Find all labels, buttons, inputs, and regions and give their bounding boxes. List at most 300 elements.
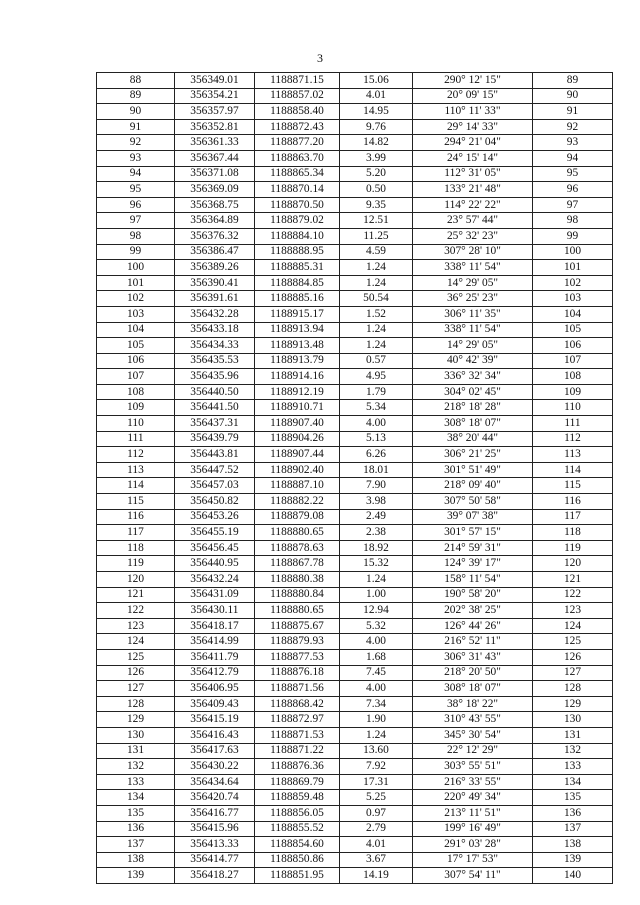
x-coordinate-cell: 356443.81 [175,447,255,463]
bearing-cell: 307° 28' 10" [413,244,533,260]
point-number-cell: 94 [97,166,175,182]
bearing-cell: 158° 11' 54" [413,572,533,588]
next-point-cell: 91 [533,104,613,120]
y-coordinate-cell: 1188867.78 [255,556,340,572]
next-point-cell: 130 [533,712,613,728]
distance-cell: 15.32 [340,556,413,572]
bearing-cell: 294° 21' 04" [413,135,533,151]
table-row [97,260,613,276]
point-number-cell: 109 [97,400,175,416]
distance-cell: 0.50 [340,182,413,198]
y-coordinate-cell: 1188871.22 [255,743,340,759]
table-row [97,743,613,759]
distance-cell: 6.26 [340,447,413,463]
next-point-cell: 134 [533,774,613,790]
point-number-cell: 131 [97,743,175,759]
y-coordinate-cell: 1188875.67 [255,618,340,634]
point-number-cell: 118 [97,540,175,556]
table-row [97,228,613,244]
table-row [97,525,613,541]
distance-cell: 4.00 [340,634,413,650]
bearing-cell: 218° 09' 40" [413,478,533,494]
y-coordinate-cell: 1188855.52 [255,821,340,837]
next-point-cell: 123 [533,603,613,619]
point-number-cell: 91 [97,119,175,135]
distance-cell: 14.19 [340,868,413,884]
point-number-cell: 106 [97,353,175,369]
y-coordinate-cell: 1188879.93 [255,634,340,650]
next-point-cell: 112 [533,431,613,447]
next-point-cell: 117 [533,509,613,525]
table-row [97,416,613,432]
bearing-cell: 216° 52' 11" [413,634,533,650]
point-number-cell: 104 [97,322,175,338]
y-coordinate-cell: 1188876.36 [255,759,340,775]
next-point-cell: 98 [533,213,613,229]
next-point-cell: 137 [533,821,613,837]
next-point-cell: 96 [533,182,613,198]
next-point-cell: 129 [533,696,613,712]
table-row [97,104,613,120]
next-point-cell: 133 [533,759,613,775]
bearing-cell: 301° 57' 15" [413,525,533,541]
table-row [97,478,613,494]
next-point-cell: 100 [533,244,613,260]
page-number: 3 [317,51,323,65]
x-coordinate-cell: 356433.18 [175,322,255,338]
next-point-cell: 140 [533,868,613,884]
point-number-cell: 108 [97,384,175,400]
x-coordinate-cell: 356357.97 [175,104,255,120]
table-row [97,135,613,151]
x-coordinate-cell: 356413.33 [175,837,255,853]
bearing-cell: 17° 17' 53" [413,852,533,868]
bearing-cell: 114° 22' 22" [413,197,533,213]
bearing-cell: 112° 31' 05" [413,166,533,182]
distance-cell: 4.95 [340,369,413,385]
distance-cell: 11.25 [340,228,413,244]
next-point-cell: 93 [533,135,613,151]
table-row [97,166,613,182]
distance-cell: 3.67 [340,852,413,868]
y-coordinate-cell: 1188872.43 [255,119,340,135]
table-row [97,244,613,260]
next-point-cell: 111 [533,416,613,432]
table-row [97,556,613,572]
bearing-cell: 301° 51' 49" [413,462,533,478]
bearing-cell: 214° 59' 31" [413,540,533,556]
distance-cell: 5.25 [340,790,413,806]
x-coordinate-cell: 356411.79 [175,649,255,665]
x-coordinate-cell: 356386.47 [175,244,255,260]
y-coordinate-cell: 1188865.34 [255,166,340,182]
x-coordinate-cell: 356432.28 [175,306,255,322]
x-coordinate-cell: 356456.45 [175,540,255,556]
y-coordinate-cell: 1188912.19 [255,384,340,400]
table-row [97,119,613,135]
point-number-cell: 126 [97,665,175,681]
bearing-cell: 307° 50' 58" [413,494,533,510]
x-coordinate-cell: 356434.33 [175,338,255,354]
bearing-cell: 22° 12' 29" [413,743,533,759]
distance-cell: 17.31 [340,774,413,790]
bearing-cell: 218° 20' 50" [413,665,533,681]
y-coordinate-cell: 1188914.16 [255,369,340,385]
bearing-cell: 220° 49' 34" [413,790,533,806]
x-coordinate-cell: 356416.77 [175,805,255,821]
y-coordinate-cell: 1188868.42 [255,696,340,712]
distance-cell: 0.97 [340,805,413,821]
distance-cell: 1.79 [340,384,413,400]
next-point-cell: 128 [533,681,613,697]
distance-cell: 4.01 [340,88,413,104]
distance-cell: 1.52 [340,306,413,322]
table-row [97,291,613,307]
x-coordinate-cell: 356432.24 [175,572,255,588]
bearing-cell: 133° 21' 48" [413,182,533,198]
y-coordinate-cell: 1188871.15 [255,73,340,89]
distance-cell: 9.35 [340,197,413,213]
table-row [97,649,613,665]
x-coordinate-cell: 356430.11 [175,603,255,619]
x-coordinate-cell: 356352.81 [175,119,255,135]
next-point-cell: 125 [533,634,613,650]
y-coordinate-cell: 1188858.40 [255,104,340,120]
bearing-cell: 345° 30' 54" [413,727,533,743]
bearing-cell: 38° 18' 22" [413,696,533,712]
y-coordinate-cell: 1188904.26 [255,431,340,447]
y-coordinate-cell: 1188902.40 [255,462,340,478]
x-coordinate-cell: 356417.63 [175,743,255,759]
y-coordinate-cell: 1188880.84 [255,587,340,603]
table-row [97,618,613,634]
next-point-cell: 107 [533,353,613,369]
bearing-cell: 23° 57' 44" [413,213,533,229]
x-coordinate-cell: 356416.43 [175,727,255,743]
distance-cell: 14.95 [340,104,413,120]
y-coordinate-cell: 1188851.95 [255,868,340,884]
bearing-cell: 36° 25' 23" [413,291,533,307]
bearing-cell: 110° 11' 33" [413,104,533,120]
next-point-cell: 122 [533,587,613,603]
distance-cell: 15.06 [340,73,413,89]
point-number-cell: 139 [97,868,175,884]
x-coordinate-cell: 356412.79 [175,665,255,681]
distance-cell: 1.00 [340,587,413,603]
x-coordinate-cell: 356435.96 [175,369,255,385]
table-row [97,852,613,868]
distance-cell: 4.00 [340,681,413,697]
x-coordinate-cell: 356435.53 [175,353,255,369]
table-row [97,634,613,650]
next-point-cell: 132 [533,743,613,759]
table-row [97,369,613,385]
x-coordinate-cell: 356367.44 [175,150,255,166]
point-number-cell: 90 [97,104,175,120]
x-coordinate-cell: 356440.50 [175,384,255,400]
table-row [97,681,613,697]
x-coordinate-cell: 356440.95 [175,556,255,572]
distance-cell: 3.99 [340,150,413,166]
point-number-cell: 124 [97,634,175,650]
x-coordinate-cell: 356414.77 [175,852,255,868]
y-coordinate-cell: 1188876.18 [255,665,340,681]
bearing-cell: 303° 55' 51" [413,759,533,775]
bearing-cell: 307° 54' 11" [413,868,533,884]
next-point-cell: 127 [533,665,613,681]
distance-cell: 4.01 [340,837,413,853]
next-point-cell: 97 [533,197,613,213]
y-coordinate-cell: 1188885.31 [255,260,340,276]
point-number-cell: 111 [97,431,175,447]
table-row [97,306,613,322]
point-number-cell: 130 [97,727,175,743]
distance-cell: 18.01 [340,462,413,478]
x-coordinate-cell: 356364.89 [175,213,255,229]
table-row [97,540,613,556]
point-number-cell: 100 [97,260,175,276]
next-point-cell: 92 [533,119,613,135]
bearing-cell: 216° 33' 55" [413,774,533,790]
table-row [97,182,613,198]
table-row [97,338,613,354]
distance-cell: 1.24 [340,572,413,588]
next-point-cell: 124 [533,618,613,634]
next-point-cell: 131 [533,727,613,743]
point-number-cell: 110 [97,416,175,432]
bearing-cell: 126° 44' 26" [413,618,533,634]
bearing-cell: 338° 11' 54" [413,322,533,338]
next-point-cell: 118 [533,525,613,541]
next-point-cell: 106 [533,338,613,354]
bearing-cell: 25° 32' 23" [413,228,533,244]
distance-cell: 7.90 [340,478,413,494]
bearing-cell: 306° 21' 25" [413,447,533,463]
distance-cell: 7.34 [340,696,413,712]
distance-cell: 5.32 [340,618,413,634]
bearing-cell: 124° 39' 17" [413,556,533,572]
distance-cell: 14.82 [340,135,413,151]
distance-cell: 5.34 [340,400,413,416]
next-point-cell: 101 [533,260,613,276]
distance-cell: 4.00 [340,416,413,432]
point-number-cell: 115 [97,494,175,510]
y-coordinate-cell: 1188882.22 [255,494,340,510]
x-coordinate-cell: 356437.31 [175,416,255,432]
x-coordinate-cell: 356457.03 [175,478,255,494]
table-row [97,494,613,510]
next-point-cell: 105 [533,322,613,338]
distance-cell: 0.57 [340,353,413,369]
table-row [97,73,613,89]
table-row [97,400,613,416]
x-coordinate-cell: 356415.19 [175,712,255,728]
distance-cell: 5.13 [340,431,413,447]
point-number-cell: 98 [97,228,175,244]
bearing-cell: 24° 15' 14" [413,150,533,166]
x-coordinate-cell: 356418.27 [175,868,255,884]
y-coordinate-cell: 1188913.94 [255,322,340,338]
bearing-cell: 306° 31' 43" [413,649,533,665]
point-number-cell: 136 [97,821,175,837]
y-coordinate-cell: 1188884.85 [255,275,340,291]
table-row [97,790,613,806]
next-point-cell: 109 [533,384,613,400]
y-coordinate-cell: 1188870.14 [255,182,340,198]
next-point-cell: 89 [533,73,613,89]
y-coordinate-cell: 1188850.86 [255,852,340,868]
next-point-cell: 110 [533,400,613,416]
x-coordinate-cell: 356369.09 [175,182,255,198]
distance-cell: 2.49 [340,509,413,525]
y-coordinate-cell: 1188913.48 [255,338,340,354]
table-row [97,712,613,728]
distance-cell: 2.79 [340,821,413,837]
bearing-cell: 38° 20' 44" [413,431,533,447]
distance-cell: 13.60 [340,743,413,759]
y-coordinate-cell: 1188885.16 [255,291,340,307]
point-number-cell: 105 [97,338,175,354]
point-number-cell: 112 [97,447,175,463]
y-coordinate-cell: 1188859.48 [255,790,340,806]
table-row [97,774,613,790]
point-number-cell: 125 [97,649,175,665]
y-coordinate-cell: 1188872.97 [255,712,340,728]
point-number-cell: 122 [97,603,175,619]
next-point-cell: 120 [533,556,613,572]
table-row [97,572,613,588]
distance-cell: 1.24 [340,322,413,338]
next-point-cell: 94 [533,150,613,166]
bearing-cell: 304° 02' 45" [413,384,533,400]
x-coordinate-cell: 356390.41 [175,275,255,291]
x-coordinate-cell: 356439.79 [175,431,255,447]
bearing-cell: 291° 03' 28" [413,837,533,853]
next-point-cell: 126 [533,649,613,665]
next-point-cell: 119 [533,540,613,556]
next-point-cell: 138 [533,837,613,853]
bearing-cell: 213° 11' 51" [413,805,533,821]
distance-cell: 7.92 [340,759,413,775]
point-number-cell: 127 [97,681,175,697]
x-coordinate-cell: 356361.33 [175,135,255,151]
distance-cell: 50.54 [340,291,413,307]
table-row [97,821,613,837]
y-coordinate-cell: 1188884.10 [255,228,340,244]
point-number-cell: 123 [97,618,175,634]
table-row [97,431,613,447]
point-number-cell: 114 [97,478,175,494]
table-row [97,197,613,213]
distance-cell: 12.94 [340,603,413,619]
point-number-cell: 121 [97,587,175,603]
table-row [97,384,613,400]
next-point-cell: 113 [533,447,613,463]
y-coordinate-cell: 1188888.95 [255,244,340,260]
y-coordinate-cell: 1188879.02 [255,213,340,229]
y-coordinate-cell: 1188907.44 [255,447,340,463]
distance-cell: 3.98 [340,494,413,510]
y-coordinate-cell: 1188880.65 [255,525,340,541]
point-number-cell: 96 [97,197,175,213]
point-number-cell: 132 [97,759,175,775]
point-number-cell: 93 [97,150,175,166]
y-coordinate-cell: 1188871.53 [255,727,340,743]
table-row [97,322,613,338]
point-number-cell: 137 [97,837,175,853]
y-coordinate-cell: 1188871.56 [255,681,340,697]
table-row [97,759,613,775]
distance-cell: 5.20 [340,166,413,182]
x-coordinate-cell: 356389.26 [175,260,255,276]
bearing-cell: 199° 16' 49" [413,821,533,837]
next-point-cell: 139 [533,852,613,868]
x-coordinate-cell: 356409.43 [175,696,255,712]
y-coordinate-cell: 1188887.10 [255,478,340,494]
bearing-cell: 40° 42' 39" [413,353,533,369]
table-row [97,837,613,853]
y-coordinate-cell: 1188870.50 [255,197,340,213]
distance-cell: 1.24 [340,727,413,743]
x-coordinate-cell: 356415.96 [175,821,255,837]
table-row [97,727,613,743]
x-coordinate-cell: 356418.17 [175,618,255,634]
distance-cell: 12.51 [340,213,413,229]
y-coordinate-cell: 1188907.40 [255,416,340,432]
coordinates-table-body [97,73,613,884]
x-coordinate-cell: 356406.95 [175,681,255,697]
point-number-cell: 138 [97,852,175,868]
next-point-cell: 136 [533,805,613,821]
table-row [97,587,613,603]
y-coordinate-cell: 1188856.05 [255,805,340,821]
y-coordinate-cell: 1188913.79 [255,353,340,369]
coordinates-table [96,72,613,884]
point-number-cell: 97 [97,213,175,229]
point-number-cell: 120 [97,572,175,588]
x-coordinate-cell: 356453.26 [175,509,255,525]
point-number-cell: 103 [97,306,175,322]
next-point-cell: 108 [533,369,613,385]
table-row [97,150,613,166]
table-row [97,603,613,619]
table-row [97,805,613,821]
point-number-cell: 133 [97,774,175,790]
next-point-cell: 104 [533,306,613,322]
distance-cell: 1.24 [340,338,413,354]
next-point-cell: 103 [533,291,613,307]
point-number-cell: 129 [97,712,175,728]
y-coordinate-cell: 1188880.65 [255,603,340,619]
distance-cell: 9.76 [340,119,413,135]
bearing-cell: 190° 58' 20" [413,587,533,603]
y-coordinate-cell: 1188915.17 [255,306,340,322]
x-coordinate-cell: 356368.75 [175,197,255,213]
bearing-cell: 338° 11' 54" [413,260,533,276]
table-row [97,88,613,104]
next-point-cell: 121 [533,572,613,588]
y-coordinate-cell: 1188863.70 [255,150,340,166]
next-point-cell: 102 [533,275,613,291]
next-point-cell: 114 [533,462,613,478]
distance-cell: 4.59 [340,244,413,260]
bearing-cell: 308° 18' 07" [413,681,533,697]
point-number-cell: 107 [97,369,175,385]
y-coordinate-cell: 1188854.60 [255,837,340,853]
point-number-cell: 113 [97,462,175,478]
x-coordinate-cell: 356450.82 [175,494,255,510]
point-number-cell: 99 [97,244,175,260]
